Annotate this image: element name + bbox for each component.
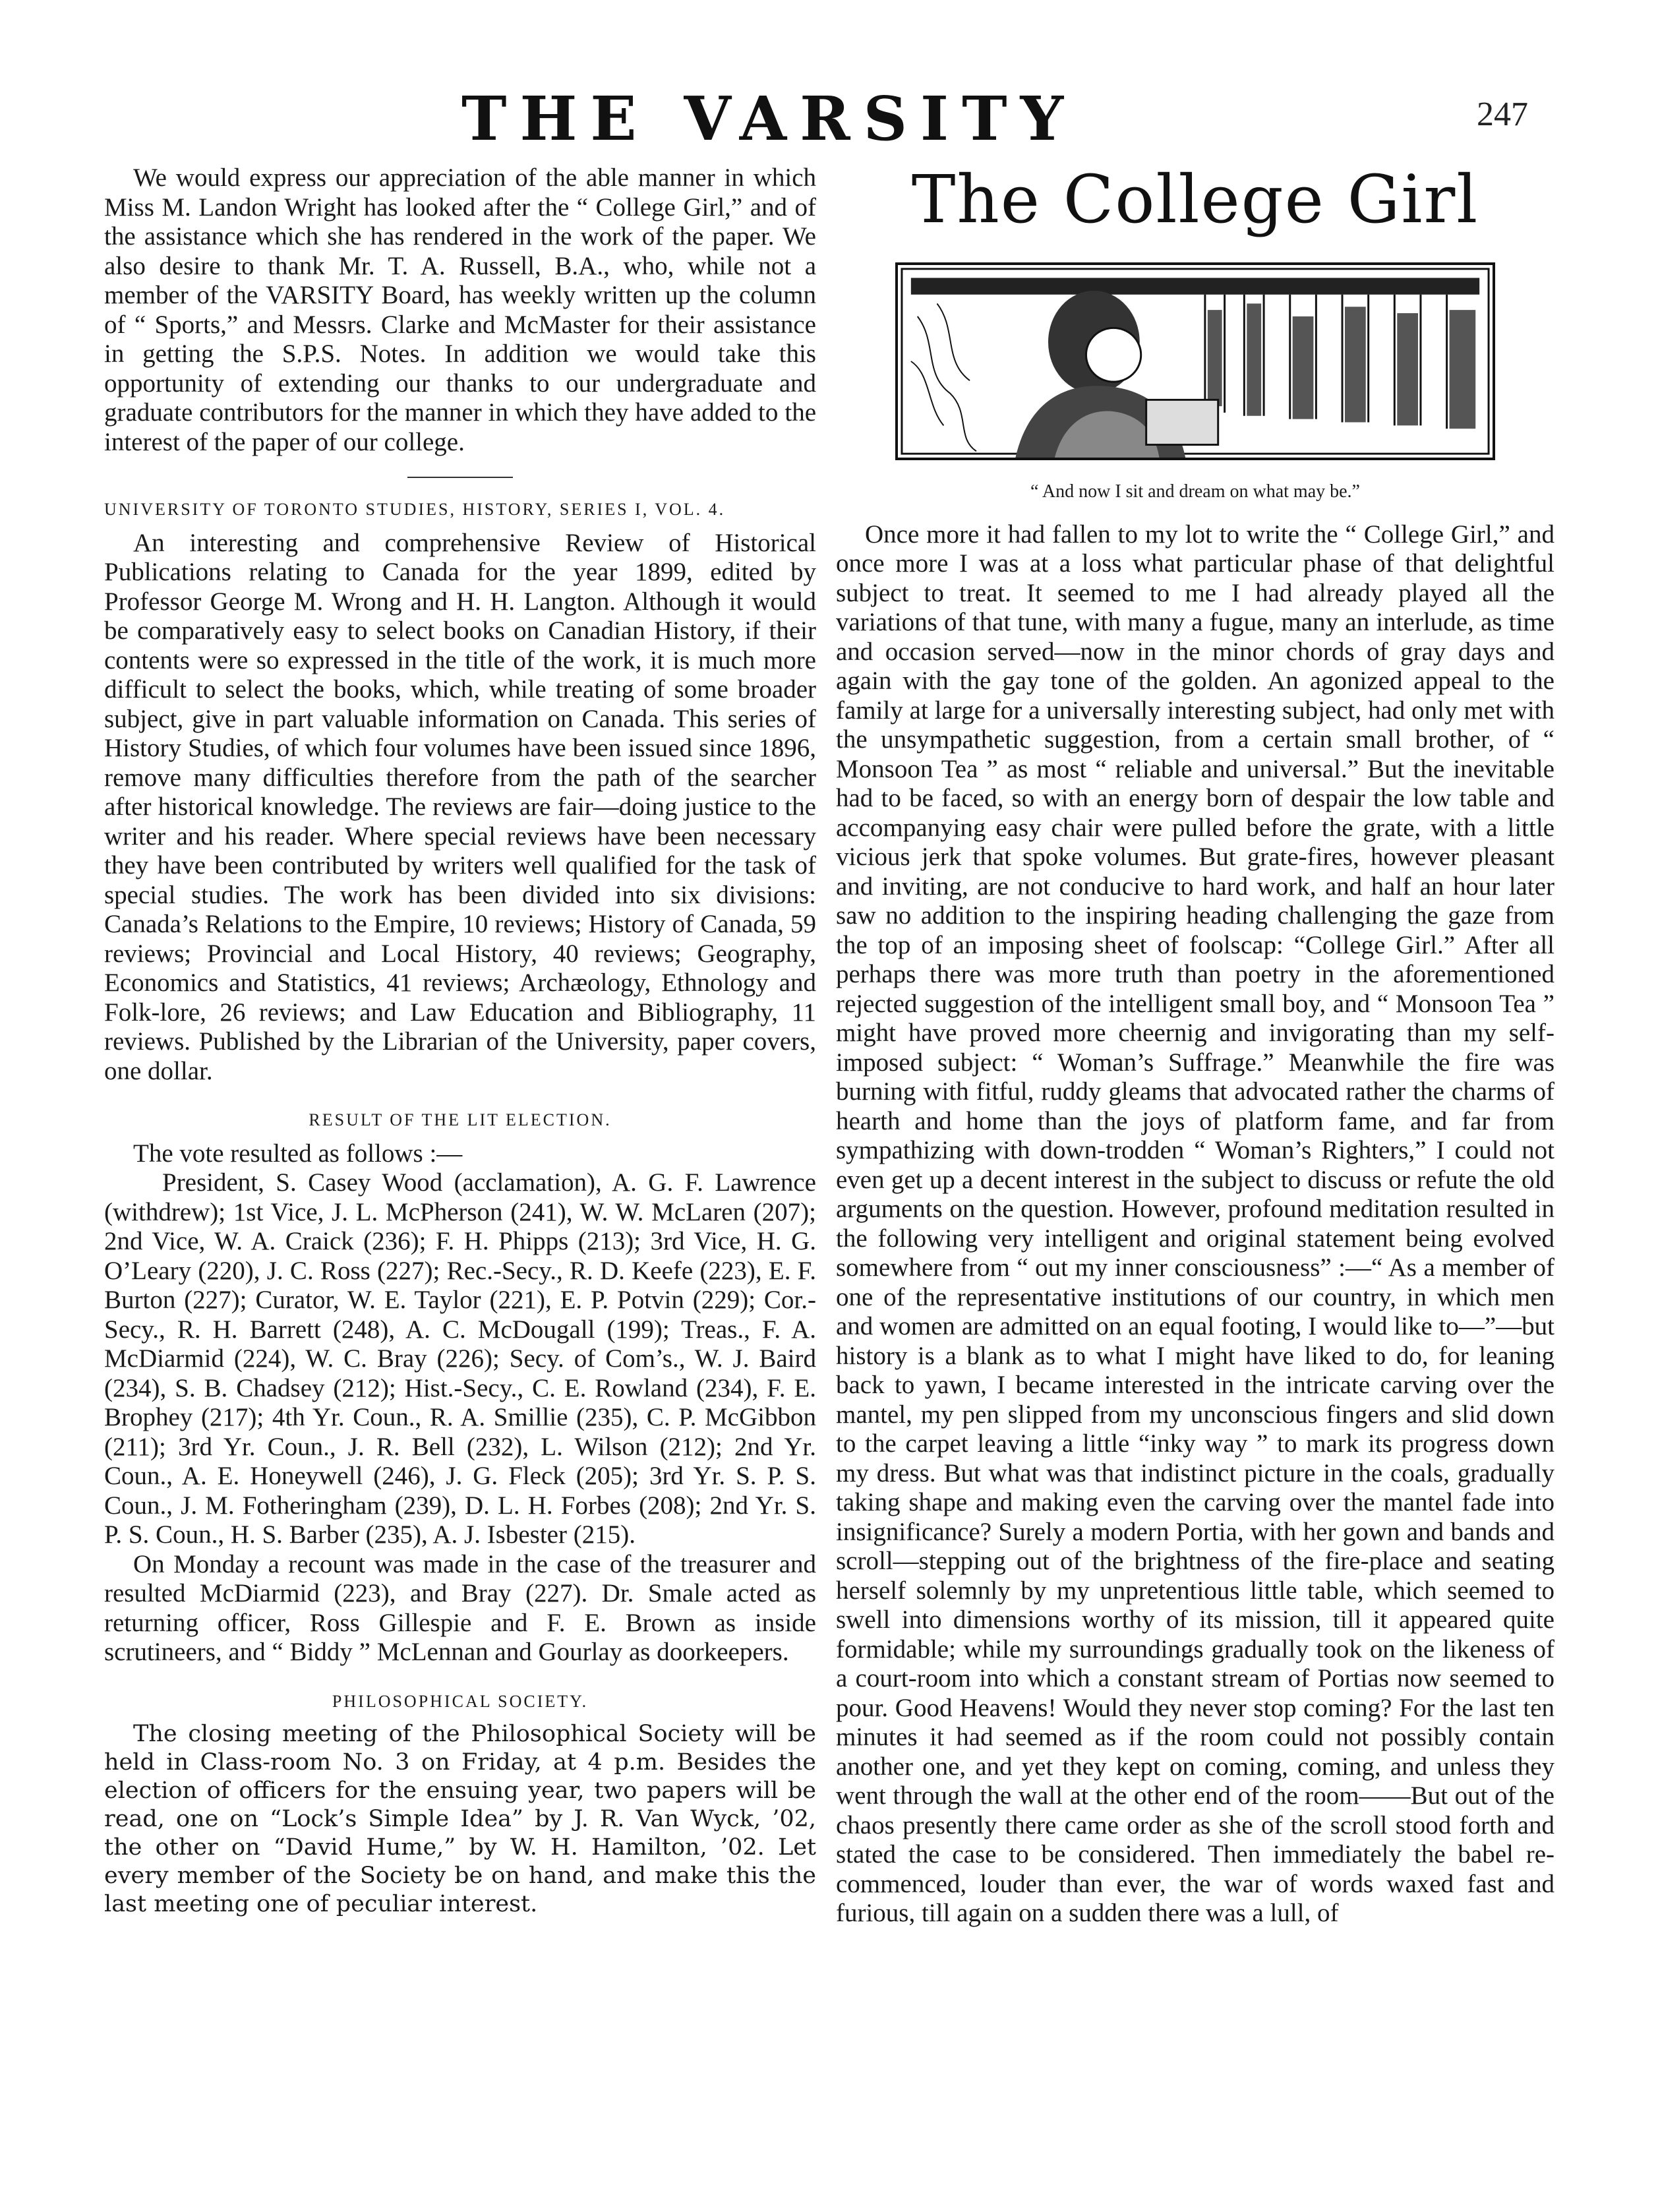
masthead xyxy=(0,78,1658,157)
review-paragraph: An interesting and comprehensive Review of Historical Publications relating to Canada for the year 1899, edited by Professor George M. Wrong and H. H. Langton. Although it would be comparatively easy to select books on Canadian History, if their contents were so expressed in the title of the work, it is much more difficult to select the books, which, while treating of some broader subject, give in part valuable information on Canada. This series of History Studies, of which four volumes have been issued since 1896, remove many difficulties therefore from the path of the searcher after historical knowledge. The reviews are fair—doing justice to the writer and his reader. Where special reviews have been necessary they have been contributed by writers well qualified for the task of special studies. The work has been divided into six divisions: Canada’s Relations to the Empire, 10 reviews; History of Canada, 59 reviews; Provincial and Local History, 40 reviews; Geography, Economics and Statistics, 41 reviews; Archæology, Ethnology and Folk-lore, 26 reviews; and Law Education and Bibliography, 11 reviews. Published by the Librarian of the University, paper covers, one dollar. xyxy=(104,528,816,1085)
review-heading: UNIVERSITY OF TORONTO STUDIES, HISTORY, SERIES I, VOL. 4. xyxy=(104,500,726,519)
election-results-text: President, S. Casey Wood (acclamation), A. G. F. Lawrence (withdrew); 1st Vice, J. L. McPherson (241), W. W. McLaren (207); 2nd Vice, W. A. Craick (236); F. H. Phipps (213); 3rd Vice, H. G. O’Leary (220), J. C. Ross (227); Rec.-Secy., R. D. Keefe (223), E. F. Burton (227); Curator, W. E. Taylor (221), E. P. Potvin (229); Cor.-Secy., R. H. Barrett (248), A. C. McDougall (199); Treas., F. A. McDiarmid (224), W. C. Bray (226); Secy. of Com’s., W. J. Baird (234), S. B. Chadsey (212); Hist.-Secy., C. E. Rowland (234), F. E. Brophey (217); 4th Yr. Coun., R. A. Smillie (235), C. P. McGibbon (211); 3rd Yr. Coun., J. R. Bell (232), L. Wilson (212); 2nd Yr. Coun., A. E. Honeywell (246), J. G. Fleck (205); 3rd Yr. S. P. S. Coun., J. M. Fotheringham (239), D. L. H. Forbes (208); 2nd Yr. S. P. S. Coun., H. S. Barber (235), A. J. Isbester (215). xyxy=(104,1168,816,1549)
recount-paragraph: On Monday a recount was made in the case of the treasurer and resulted McDiarmid (223), and Bray (227). Dr. Smale acted as returning officer, Ross Gillespie and F. E. Brown as inside scrutineers, and “ Biddy ” McLennan and Gourlay as doorkeepers. xyxy=(104,1549,816,1666)
section-divider xyxy=(407,477,513,478)
election-intro: The vote resulted as follows :— xyxy=(133,1139,463,1168)
election-heading: RESULT OF THE LIT ELECTION. xyxy=(309,1110,612,1129)
right-column xyxy=(836,161,1554,1928)
reading-woman-illustration xyxy=(895,262,1495,460)
election-results xyxy=(104,1139,816,1667)
acknowledgement-paragraph: We would express our appreciation of the able manner in which Miss M. Landon Wright has looked after the “ College Girl,” and of the assistance which she has rendered in the work of the paper. We also desire to thank Mr. T. A. Russell, B.A., who, while not a member of the VARSITY Board, has weekly written up the column of “ Sports,” and Messrs. Clarke and McMaster for their assistance in getting the S.P.S. Notes. In addition we would take this opportunity of extending our thanks to our undergraduate and graduate contributors for the manner in which they have added to the interest of the paper of our college. xyxy=(104,164,816,456)
philosophical-heading: PHILOSOPHICAL SOCIETY. xyxy=(332,1691,589,1711)
masthead-title: THE VARSITY xyxy=(461,83,1077,154)
page-number: 247 xyxy=(1477,96,1528,133)
college-girl-title: The College Girl xyxy=(911,161,1479,238)
left-column xyxy=(104,164,816,1919)
college-girl-paragraph: Once more it had fallen to my lot to write the “ College Girl,” and once more I was at a loss what particular phase of that delightful subject to treat. It seemed to me I had already played all the variations of that tune, with many a fugue, many an interlude, as time and occasion served—now in the minor chords of gray days and again with the gay tone of the golden. An agonized appeal to the family at large for a universally interesting subject, had only met with the unsympathetic suggestion, from a certain small brother, of “ Monsoon Tea ” as most “ reliable and universal.” But the inevitable had to be faced, so with an energy born of despair the low table and accompanying easy chair were pulled before the grate, with a little vicious jerk that spoke volumes. But grate-fires, however pleasant and inviting, are not conducive to hard work, and half an hour later saw no addition to the inspiring heading challenging the gaze from the top of an imposing sheet of foolscap: “College Girl.” After all perhaps there was more truth than poetry in the aforementioned rejected suggestion of the intelligent small boy, and “ Monsoon Tea ” might have proved more cheernig and invigorating than my self-imposed subject: “ Woman’s Suffrage.” Meanwhile the fire was burning with fitful, ruddy gleams that advocated rather the charms of hearth and home than the joys of platform fame, and far from sympathizing with down-trodden “ Woman’s Righters,” I could not even get up a decent interest in the subject to discuss or refute the old arguments on the question. However, profound meditation resulted in the following very intelligent and original statement being evolved somewhere from “ out my inner consciousness” :—“ As a member of one of the representative institutions of our country, in which men and women are admitted on an equal footing, I would like to—”—but history is a blank as to what I might have liked to do, for leaning back to yawn, I became interested in the intricate carving over the mantel, my pen slipped from my unconscious fingers and slid down to the carpet leaving a little “inky way ” to mark its progress down my dress. But what was that indistinct picture in the coals, gradually taking shape and making even the carving over the mantel fade into insignificance? Surely a modern Portia, with her gown and bands and scroll—stepping out of the brightness of the fire-place and seating herself solemnly by my unpretentious little table, which seemed to swell into dimensions worthy of its mission, till it appeared quite formidable; while my surroundings gradually took on the likeness of a court-room into which a constant stream of Portias now seemed to pour. Good Heavens! Would they never stop coming? For the last ten minutes it had seemed as if the room could not possibly contain another one, and yet they kept on coming, coming, and unless they went through the wall at the other end of the room——But out of the chaos presently there came order as she of the scroll stood forth and stated the case to be considered. Then immediately the babel re-commenced, louder than ever, the war of words waxed fast and furious, till again on a sudden there was a lull, of xyxy=(836,520,1554,1927)
college-girl-body xyxy=(836,520,1554,1928)
philosophical-paragraph: The closing meeting of the Philosophical Society will be held in Class-room No. 3 on Friday, at 4 p.m. Besides the election of officers for the ensuing year, two papers will be read, one on “Lock’s Simple Idea” by J. R. Van Wyck, ’02, the other on “David Hume,” by W. H. Hamilton, ’02. Let every member of the Society be on hand, and make this the last meeting one of peculiar interest. xyxy=(104,1721,816,1917)
philosophical-section xyxy=(104,1720,816,1919)
illustration-caption: “ And now I sit and dream on what may be.” xyxy=(1030,481,1360,502)
